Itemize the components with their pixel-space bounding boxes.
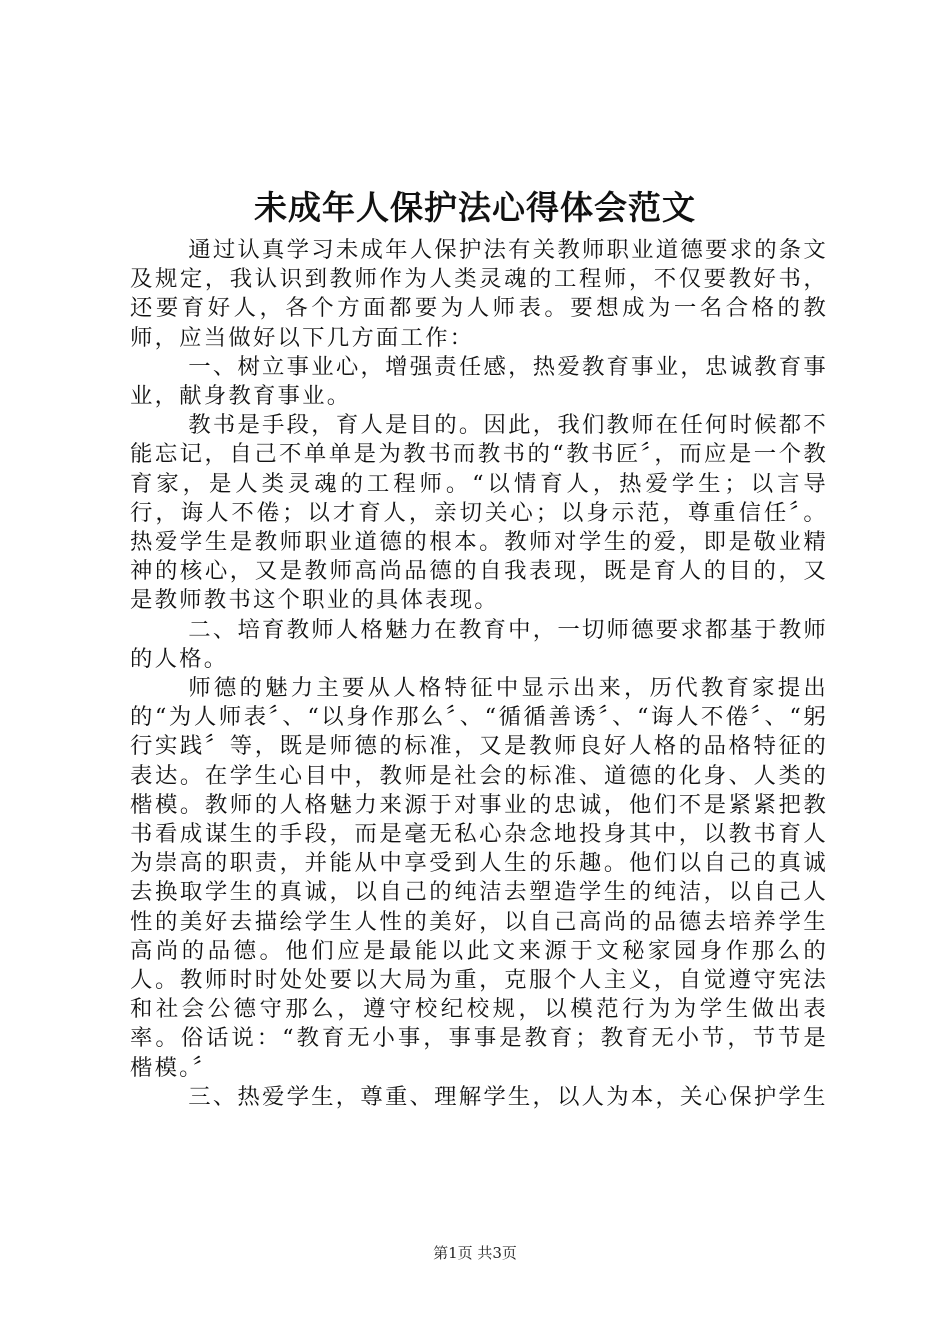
paragraph-section-two-body: 师德的魅力主要从人格特征中显示出来，历代教育家提出的“为人师表〞、“以身作那么〞、“循循善诱〞、“诲人不倦〞、“躬行实践〞等，既是师德的标准，又是教师良好人格的品格特征的表达。在学生心目中，教师是社会的标准、道德的化身、人类的楷模。教师的人格魅力来源于对事业的忠诚，他们不是紧紧把教书看成谋生的手段，而是毫无私心杂念地投身其中，以教书育人为崇高的职责，并能从中享受到人生的乐趣。他们以自己的真诚去换取学生的真诚，以自己的纯洁去塑造学生的纯洁，以自己人性的美好去描绘学生人性的美好，以自己高尚的品德去培养学生高尚的品德。他们应是最能以此文来源于文秘家园身作那么的人。教师时时处处要以大局为重，克服个人主义，自觉遵守宪法和社会公德守那么，遵守校纪校规，以模范行为为学生做出表率。俗话说：“教育无小事，事事是教育；教育无小节，节节是楷模。〞 bbox=[130, 675, 828, 1081]
document-body bbox=[130, 236, 828, 1112]
document-title: 未成年人保护法心得体会范文 bbox=[254, 188, 696, 227]
paragraph-section-one-heading: 一、树立事业心，增强责任感，热爱教育事业，忠诚教育事业，献身教育事业。 bbox=[130, 353, 828, 410]
paragraph-section-one-body: 教书是手段，育人是目的。因此，我们教师在任何时候都不能忘记，自己不单单是为教书而教书的“教书匠〞，而应是一个教育家，是人类灵魂的工程师。“以情育人，热爱学生；以言导行，诲人不倦；以才育人，亲切关心；以身示范，尊重信任〞。热爱学生是教师职业道德的根本。教师对学生的爱，即是敬业精神的核心，又是教师高尚品德的自我表现，既是育人的目的，又是教师教书这个职业的具体表现。 bbox=[130, 412, 828, 614]
paragraph-intro: 通过认真学习未成年人保护法有关教师职业道德要求的条文及规定，我认识到教师作为人类灵魂的工程师，不仅要教好书，还要育好人，各个方面都要为人师表。要想成为一名合格的教师，应当做好以下几方面工作： bbox=[130, 237, 828, 351]
paragraph-section-two-heading: 二、培育教师人格魅力在教育中，一切师德要求都基于教师的人格。 bbox=[130, 616, 828, 672]
page-footer: 第1页 共3页 bbox=[433, 1244, 517, 1262]
paragraph-section-three-heading: 三、热爱学生，尊重、理解学生，以人为本，关心保护学生 bbox=[188, 1083, 828, 1110]
